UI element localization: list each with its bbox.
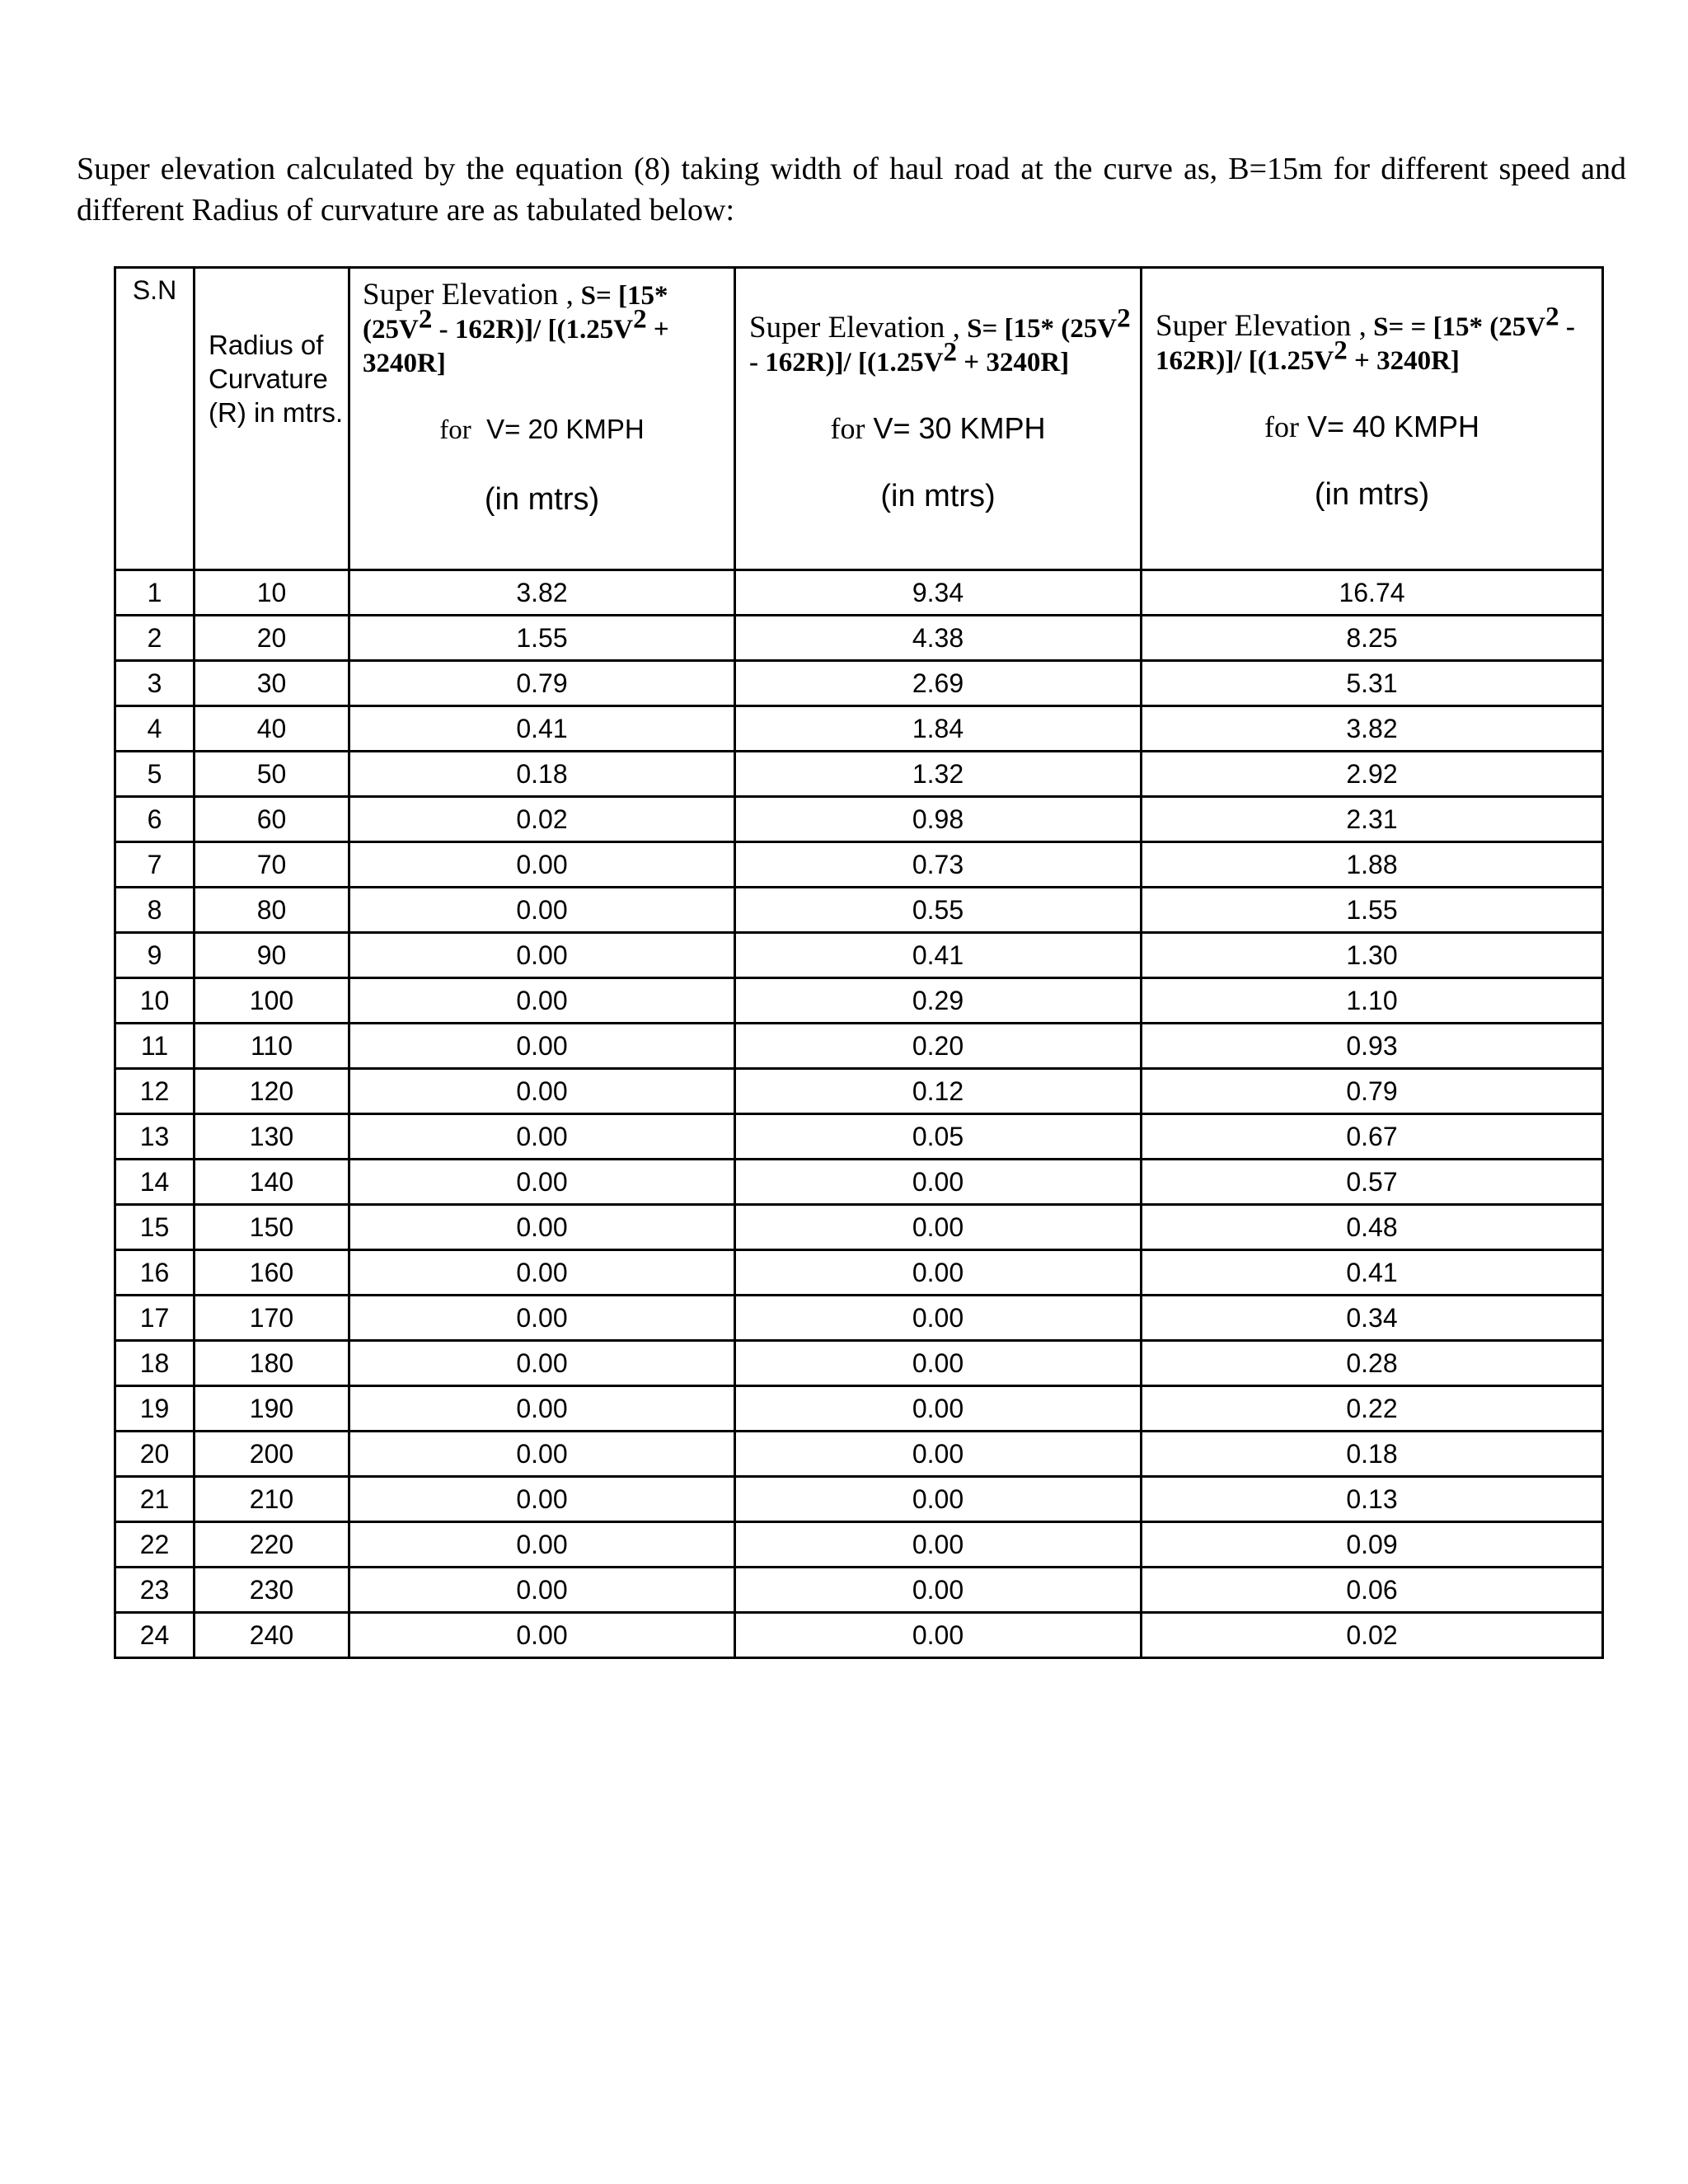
header-v40-speed: for V= 40 KMPH bbox=[1264, 410, 1480, 443]
table-row bbox=[115, 616, 1603, 661]
sn-cell: 1 bbox=[115, 570, 195, 616]
v30-cell: 0.00 bbox=[735, 1341, 1142, 1386]
radius-cell: 200 bbox=[195, 1432, 349, 1477]
sn-cell: 13 bbox=[115, 1114, 195, 1160]
v40-cell: 5.31 bbox=[1142, 661, 1603, 706]
sn-cell: 4 bbox=[115, 706, 195, 752]
v20-cell: 0.00 bbox=[349, 1114, 735, 1160]
sn-cell: 5 bbox=[115, 752, 195, 797]
table-row bbox=[115, 1568, 1603, 1613]
v20-cell: 1.55 bbox=[349, 616, 735, 661]
radius-cell: 10 bbox=[195, 570, 349, 616]
v20-cell: 0.00 bbox=[349, 1522, 735, 1568]
v20-cell: 0.00 bbox=[349, 1205, 735, 1250]
sn-cell: 21 bbox=[115, 1477, 195, 1522]
v20-cell: 0.41 bbox=[349, 706, 735, 752]
table-row bbox=[115, 933, 1603, 978]
sn-cell: 19 bbox=[115, 1386, 195, 1432]
v20-cell: 0.00 bbox=[349, 1477, 735, 1522]
header-v20-unit: (in mtrs) bbox=[484, 482, 600, 517]
header-v30 bbox=[735, 268, 1142, 570]
radius-cell: 60 bbox=[195, 797, 349, 842]
v20-cell: 0.00 bbox=[349, 1386, 735, 1432]
table-row bbox=[115, 570, 1603, 616]
v40-cell: 0.67 bbox=[1142, 1114, 1603, 1160]
table-row bbox=[115, 1522, 1603, 1568]
radius-cell: 140 bbox=[195, 1160, 349, 1205]
v20-cell: 0.00 bbox=[349, 1568, 735, 1613]
table-row bbox=[115, 1250, 1603, 1296]
header-radius-label: Radius of Curvature (R) in mtrs. bbox=[209, 330, 344, 428]
table-row bbox=[115, 1114, 1603, 1160]
table-row bbox=[115, 1477, 1603, 1522]
v20-cell: 0.00 bbox=[349, 1432, 735, 1477]
header-v40 bbox=[1142, 268, 1603, 570]
table-row bbox=[115, 752, 1603, 797]
sn-cell: 14 bbox=[115, 1160, 195, 1205]
v30-cell: 1.32 bbox=[735, 752, 1142, 797]
radius-cell: 240 bbox=[195, 1613, 349, 1658]
v30-cell: 0.00 bbox=[735, 1522, 1142, 1568]
v40-cell: 0.79 bbox=[1142, 1069, 1603, 1114]
v30-cell: 0.00 bbox=[735, 1160, 1142, 1205]
sn-cell: 3 bbox=[115, 661, 195, 706]
v30-cell: 0.41 bbox=[735, 933, 1142, 978]
v30-cell: 0.00 bbox=[735, 1250, 1142, 1296]
v40-cell: 0.57 bbox=[1142, 1160, 1603, 1205]
radius-cell: 190 bbox=[195, 1386, 349, 1432]
table-row bbox=[115, 1205, 1603, 1250]
header-v40-unit: (in mtrs) bbox=[1314, 477, 1430, 512]
sn-cell: 9 bbox=[115, 933, 195, 978]
header-v30-formula: Super Elevation , S= [15* ($25V^2$ - 162R)]/ [$(1.25V^2 + 3240R]$ bbox=[749, 303, 1131, 377]
v30-cell: 4.38 bbox=[735, 616, 1142, 661]
table-row bbox=[115, 1069, 1603, 1114]
sn-cell: 15 bbox=[115, 1205, 195, 1250]
v20-cell: 0.00 bbox=[349, 1296, 735, 1341]
v20-cell: 3.82 bbox=[349, 570, 735, 616]
radius-cell: 170 bbox=[195, 1296, 349, 1341]
v40-cell: 1.10 bbox=[1142, 978, 1603, 1024]
table-row bbox=[115, 1432, 1603, 1477]
v40-cell: 0.18 bbox=[1142, 1432, 1603, 1477]
sn-cell: 23 bbox=[115, 1568, 195, 1613]
header-radius bbox=[195, 268, 349, 570]
sn-cell: 7 bbox=[115, 842, 195, 888]
v40-cell: 0.02 bbox=[1142, 1613, 1603, 1658]
sn-cell: 22 bbox=[115, 1522, 195, 1568]
v40-cell: 0.28 bbox=[1142, 1341, 1603, 1386]
v20-cell: 0.18 bbox=[349, 752, 735, 797]
table-row bbox=[115, 842, 1603, 888]
v20-cell: 0.02 bbox=[349, 797, 735, 842]
table-body bbox=[115, 570, 1603, 1658]
v20-cell: 0.00 bbox=[349, 842, 735, 888]
v30-cell: 0.55 bbox=[735, 888, 1142, 933]
v40-cell: 3.82 bbox=[1142, 706, 1603, 752]
v30-cell: 2.69 bbox=[735, 661, 1142, 706]
v40-cell: 1.30 bbox=[1142, 933, 1603, 978]
sn-cell: 17 bbox=[115, 1296, 195, 1341]
radius-cell: 100 bbox=[195, 978, 349, 1024]
v40-cell: 0.13 bbox=[1142, 1477, 1603, 1522]
sn-cell: 20 bbox=[115, 1432, 195, 1477]
sn-cell: 10 bbox=[115, 978, 195, 1024]
radius-cell: 160 bbox=[195, 1250, 349, 1296]
radius-cell: 80 bbox=[195, 888, 349, 933]
radius-cell: 50 bbox=[195, 752, 349, 797]
v40-cell: 2.92 bbox=[1142, 752, 1603, 797]
v30-cell: 0.00 bbox=[735, 1432, 1142, 1477]
v30-cell: 0.98 bbox=[735, 797, 1142, 842]
v20-cell: 0.00 bbox=[349, 1613, 735, 1658]
table-row bbox=[115, 978, 1603, 1024]
v40-cell: 0.06 bbox=[1142, 1568, 1603, 1613]
v40-cell: 0.34 bbox=[1142, 1296, 1603, 1341]
table-row bbox=[115, 1613, 1603, 1658]
v30-cell: 1.84 bbox=[735, 706, 1142, 752]
header-v30-speed: for V= 30 KMPH bbox=[830, 411, 1046, 445]
radius-cell: 90 bbox=[195, 933, 349, 978]
table-row bbox=[115, 661, 1603, 706]
sn-cell: 18 bbox=[115, 1341, 195, 1386]
table-row bbox=[115, 1160, 1603, 1205]
radius-cell: 40 bbox=[195, 706, 349, 752]
header-v20-speed: for V= 20 KMPH bbox=[439, 414, 645, 445]
sn-cell: 2 bbox=[115, 616, 195, 661]
v20-cell: 0.00 bbox=[349, 933, 735, 978]
sn-cell: 6 bbox=[115, 797, 195, 842]
radius-cell: 20 bbox=[195, 616, 349, 661]
table-row bbox=[115, 888, 1603, 933]
radius-cell: 130 bbox=[195, 1114, 349, 1160]
v20-cell: 0.00 bbox=[349, 1160, 735, 1205]
radius-cell: 180 bbox=[195, 1341, 349, 1386]
table-row bbox=[115, 1386, 1603, 1432]
v30-cell: 0.00 bbox=[735, 1296, 1142, 1341]
table-header-row bbox=[115, 268, 1603, 570]
header-v20-formula: Super Elevation , S= [15* $(25V^2 - 162R)]/$ [($1.25V^2$ + 3240R] bbox=[363, 278, 669, 378]
header-v30-unit: (in mtrs) bbox=[880, 479, 996, 513]
intro-line-2: and different Radius of curvature are as tabulated below: bbox=[77, 152, 1626, 227]
v30-cell: 0.29 bbox=[735, 978, 1142, 1024]
v20-cell: 0.00 bbox=[349, 1250, 735, 1296]
radius-cell: 30 bbox=[195, 661, 349, 706]
v40-cell: 0.41 bbox=[1142, 1250, 1603, 1296]
table-row bbox=[115, 706, 1603, 752]
table-row bbox=[115, 1341, 1603, 1386]
intro-line-1: Super elevation calculated by the equation (8) taking width of haul road at the curve as, B=15m for different speed bbox=[77, 152, 1570, 186]
v20-cell: 0.79 bbox=[349, 661, 735, 706]
radius-cell: 230 bbox=[195, 1568, 349, 1613]
header-v40-formula: Super Elevation , S= = [15* ($25V^2$ - 162R)]/ [$(1.25V^2 + 3240R]$ bbox=[1156, 302, 1575, 376]
radius-cell: 210 bbox=[195, 1477, 349, 1522]
v30-cell: 0.00 bbox=[735, 1477, 1142, 1522]
v40-cell: 0.93 bbox=[1142, 1024, 1603, 1069]
radius-cell: 120 bbox=[195, 1069, 349, 1114]
sn-cell: 24 bbox=[115, 1613, 195, 1658]
super-elevation-table bbox=[114, 266, 1604, 1659]
v30-cell: 0.00 bbox=[735, 1205, 1142, 1250]
radius-cell: 150 bbox=[195, 1205, 349, 1250]
v30-cell: 0.20 bbox=[735, 1024, 1142, 1069]
v40-cell: 16.74 bbox=[1142, 570, 1603, 616]
sn-cell: 8 bbox=[115, 888, 195, 933]
sn-cell: 11 bbox=[115, 1024, 195, 1069]
v30-cell: 0.73 bbox=[735, 842, 1142, 888]
v20-cell: 0.00 bbox=[349, 888, 735, 933]
header-sn: S.N bbox=[115, 268, 195, 570]
v40-cell: 0.22 bbox=[1142, 1386, 1603, 1432]
v30-cell: 0.05 bbox=[735, 1114, 1142, 1160]
header-v20 bbox=[349, 268, 735, 570]
v20-cell: 0.00 bbox=[349, 1341, 735, 1386]
v20-cell: 0.00 bbox=[349, 978, 735, 1024]
v30-cell: 0.12 bbox=[735, 1069, 1142, 1114]
v30-cell: 0.00 bbox=[735, 1613, 1142, 1658]
v20-cell: 0.00 bbox=[349, 1024, 735, 1069]
intro-paragraph bbox=[77, 148, 1626, 231]
radius-cell: 110 bbox=[195, 1024, 349, 1069]
table-row bbox=[115, 1296, 1603, 1341]
sn-cell: 12 bbox=[115, 1069, 195, 1114]
v30-cell: 0.00 bbox=[735, 1568, 1142, 1613]
table-row bbox=[115, 1024, 1603, 1069]
v40-cell: 8.25 bbox=[1142, 616, 1603, 661]
radius-cell: 220 bbox=[195, 1522, 349, 1568]
v40-cell: 0.48 bbox=[1142, 1205, 1603, 1250]
table-row bbox=[115, 797, 1603, 842]
v30-cell: 0.00 bbox=[735, 1386, 1142, 1432]
v20-cell: 0.00 bbox=[349, 1069, 735, 1114]
v40-cell: 1.88 bbox=[1142, 842, 1603, 888]
v40-cell: 2.31 bbox=[1142, 797, 1603, 842]
radius-cell: 70 bbox=[195, 842, 349, 888]
v30-cell: 9.34 bbox=[735, 570, 1142, 616]
v40-cell: 0.09 bbox=[1142, 1522, 1603, 1568]
sn-cell: 16 bbox=[115, 1250, 195, 1296]
v40-cell: 1.55 bbox=[1142, 888, 1603, 933]
